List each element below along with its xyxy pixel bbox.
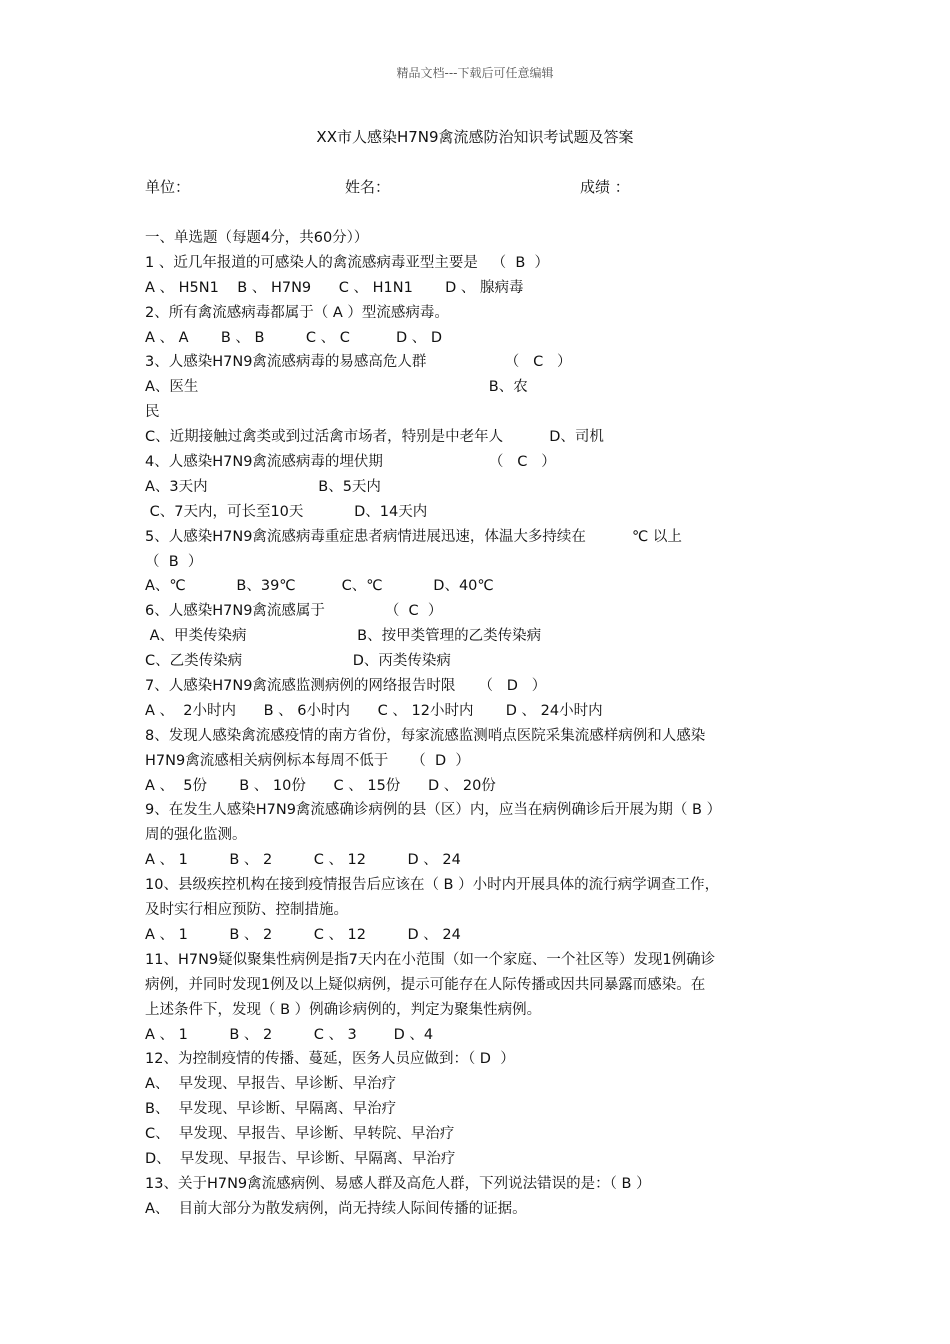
question-line: 5、人感染H7N9禽流感病毒重症患者病情进展迅速，体温大多持续在 ℃ 以上 [145,528,682,545]
question-line: H7N9禽流感相关病例标本每周不低于 （ D ） [145,752,470,769]
option-line: A、3天内 B、5天内 [145,478,381,495]
option-line: A 、 A B 、 B C 、 C D 、 D [145,329,443,346]
question-line: 3、人感染H7N9禽流感病毒的易感高危人群 （ C ） [145,354,572,371]
option-line: D、 早发现、早报告、早诊断、早隔离、早治疗 [145,1150,456,1167]
option-line: C、乙类传染病 D、丙类传染病 [145,653,451,670]
question-line: 2、所有禽流感病毒都属于（ A ）型流感病毒。 [145,304,449,321]
score-label: 成绩 ： [580,178,630,196]
option-line: A、 早发现、早报告、早诊断、早治疗 [145,1076,397,1093]
option-line: A 、 1 B 、 2 C 、 12 D 、 24 [145,852,461,869]
option-line: A 、 1 B 、 2 C 、 3 D 、4 [145,1026,434,1043]
question-line: 4、人感染H7N9禽流感病毒的埋伏期 （ C ） [145,454,556,471]
question-line: 病例，并同时发现1例及以上疑似病例，提示可能存在人际传播或因共同暴露而感染。在 [145,976,706,993]
option-line: C、7天内，可长至10天 D、14天内 [145,503,428,520]
unit-label: 单位： [145,178,191,196]
option-line: A 、 2小时内 B 、 6小时内 C 、 12小时内 D 、 24小时内 [145,702,603,719]
option-line: C、近期接触过禽类或到过活禽市场者，特别是中老年人 D、司机 [145,429,604,446]
option-line: A 、 H5N1 B 、 H7N9 C 、 H1N1 D 、 腺病毒 [145,279,524,296]
option-line: A、甲类传染病 B、按甲类管理的乙类传染病 [145,628,542,645]
question-line: 12、为控制疫情的传播、蔓延，医务人员应做到：（ D ） [145,1051,515,1068]
question-line: 13、关于H7N9禽流感病例、易感人群及高危人群，下列说法错误的是：（ B ） [145,1175,651,1192]
name-label: 姓名： [345,178,391,196]
question-line: 11、H7N9疑似聚集性病例是指7天内在小范围（如一个家庭、一个社区等）发现1例确诊 [145,951,716,968]
option-line: C、 早发现、早报告、早诊断、早转院、早治疗 [145,1126,455,1143]
option-line: B、 早发现、早诊断、早隔离、早治疗 [145,1101,397,1118]
question-line: 6、人感染H7N9禽流感属于 （ C ） [145,603,443,620]
option-line: A、℃ B、39℃ C、℃ D、40℃ [145,578,494,595]
info-row [145,176,825,200]
page-title: XX市人感染H7N9禽流感防治知识考试题及答案 [316,128,634,146]
option-line: A 、 1 B 、 2 C 、 12 D 、 24 [145,926,461,943]
option-line: A、医生 B、农 [145,379,528,396]
question-line: 及时实行相应预防、控制措施。 [145,902,348,919]
question-line: 1 、近几年报道的可感染人的禽流感病毒亚型主要是 （ B ） [145,254,550,271]
question-content [145,226,810,1222]
option-line: A、 目前大部分为散发病例，尚无持续人际间传播的证据。 [145,1200,527,1217]
question-line: 9、在发生人感染H7N9禽流感确诊病例的县（区）内，应当在病例确诊后开展为期（ B ） [145,802,722,819]
question-line: （ B ） [145,553,203,570]
question-line: 8、发现人感染禽流感疫情的南方省份，每家流感监测哨点医院采集流感样病例和人感染 [145,727,706,744]
question-line: 上述条件下，发现（ B ）例确诊病例的，判定为聚集性病例。 [145,1001,542,1018]
question-line: 10、县级疾控机构在接到疫情报告后应该在（ B ）小时内开展具体的流行病学调查工作， [145,877,720,894]
question-line: 周的强化监测。 [145,827,247,844]
option-line: A 、 5份 B 、 10份 C 、 15份 D 、 20份 [145,777,496,794]
page-header: 精品文档---下载后可任意编辑 [396,66,554,80]
question-line: 7、人感染H7N9禽流感监测病例的网络报告时限 （ D ） [145,678,547,695]
section-heading: 一、单选题（每题4分，共60分）） [145,230,369,246]
option-line: 民 [145,404,160,421]
